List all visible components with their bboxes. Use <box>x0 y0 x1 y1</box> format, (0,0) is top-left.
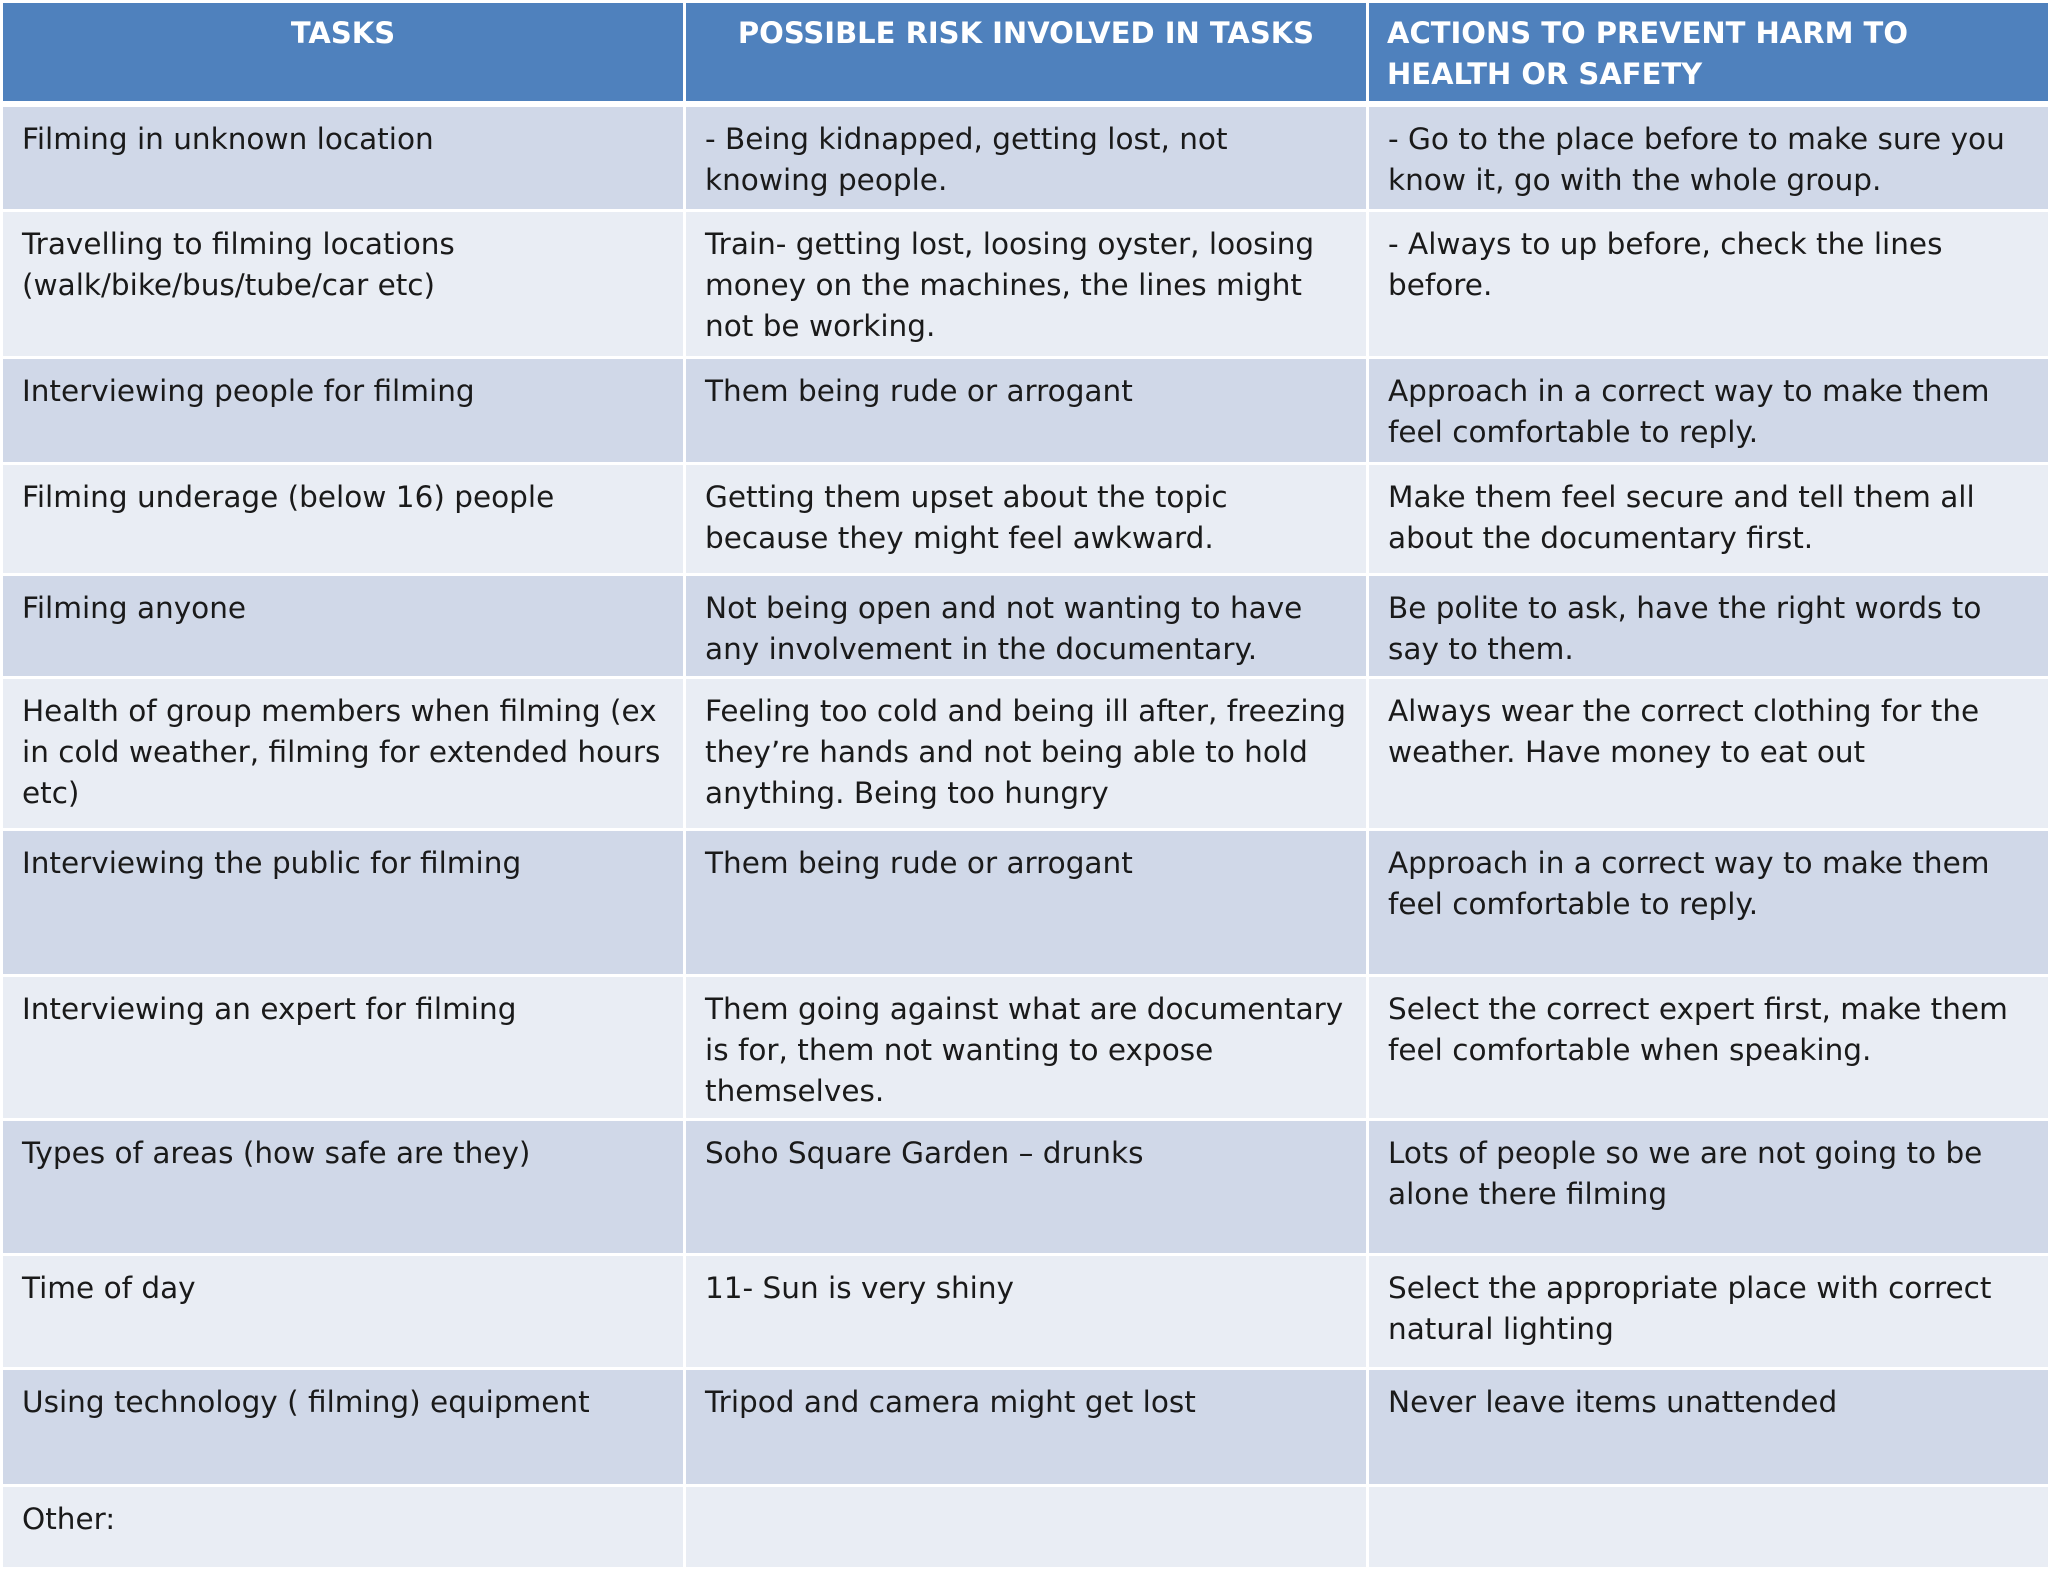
table-row <box>2 463 2048 574</box>
task-cell: Travelling to filming locations (walk/bike/bus/tube/car etc) <box>2 210 685 357</box>
action-cell: Select the appropriate place with correct natural lighting <box>1368 1254 2048 1368</box>
task-cell: Filming underage (below 16) people <box>2 463 685 574</box>
risk-cell: Them being rude or arrogant <box>685 829 1368 975</box>
action-cell: Approach in a correct way to make them feel comfortable to reply. <box>1368 829 2048 975</box>
action-cell: Lots of people so we are not going to be alone there filming <box>1368 1119 2048 1254</box>
table-row <box>2 357 2048 463</box>
risk-cell: Soho Square Garden – drunks <box>685 1119 1368 1254</box>
table-row <box>2 1119 2048 1254</box>
risk-cell: Not being open and not wanting to have any involvement in the documentary. <box>685 574 1368 677</box>
task-cell: Other: <box>2 1485 685 1568</box>
task-cell: Types of areas (how safe are they) <box>2 1119 685 1254</box>
table-row <box>2 574 2048 677</box>
table-row <box>2 829 2048 975</box>
action-cell: Make them feel secure and tell them all about the documentary first. <box>1368 463 2048 574</box>
risk-cell: - Being kidnapped, getting lost, not knowing people. <box>685 104 1368 210</box>
action-cell: Always wear the correct clothing for the weather. Have money to eat out <box>1368 677 2048 829</box>
task-cell: Interviewing people for filming <box>2 357 685 463</box>
table-row <box>2 975 2048 1119</box>
action-cell: - Go to the place before to make sure you know it, go with the whole group. <box>1368 104 2048 210</box>
risk-cell: Them going against what are documentary is for, them not wanting to expose themselves. <box>685 975 1368 1119</box>
action-cell: Never leave items unattended <box>1368 1368 2048 1485</box>
action-cell: Select the correct expert first, make them feel comfortable when speaking. <box>1368 975 2048 1119</box>
task-cell: Filming anyone <box>2 574 685 677</box>
table-row <box>2 1368 2048 1485</box>
task-cell: Time of day <box>2 1254 685 1368</box>
table-row <box>2 1254 2048 1368</box>
risk-cell: Getting them upset about the topic because they might feel awkward. <box>685 463 1368 574</box>
risk-cell <box>685 1485 1368 1568</box>
table-row <box>2 210 2048 357</box>
action-cell: Be polite to ask, have the right words to say to them. <box>1368 574 2048 677</box>
risk-cell: Feeling too cold and being ill after, freezing they’re hands and not being able to hold anything. Being too hungry <box>685 677 1368 829</box>
task-cell: Interviewing the public for filming <box>2 829 685 975</box>
task-cell: Filming in unknown location <box>2 104 685 210</box>
task-cell: Health of group members when filming (ex in cold weather, filming for extended hours etc) <box>2 677 685 829</box>
action-cell <box>1368 1485 2048 1568</box>
header-actions: ACTIONS TO PREVENT HARM TO HEALTH OR SAFETY <box>1368 2 2048 105</box>
table-row <box>2 677 2048 829</box>
task-cell: Interviewing an expert for filming <box>2 975 685 1119</box>
action-cell: Approach in a correct way to make them feel comfortable to reply. <box>1368 357 2048 463</box>
risk-cell: Train- getting lost, loosing oyster, loosing money on the machines, the lines might not be working. <box>685 210 1368 357</box>
risk-cell: Tripod and camera might get lost <box>685 1368 1368 1485</box>
task-cell: Using technology ( filming) equipment <box>2 1368 685 1485</box>
table-row <box>2 1485 2048 1568</box>
header-risk: POSSIBLE RISK INVOLVED IN TASKS <box>685 2 1368 105</box>
table-row <box>2 104 2048 210</box>
header-row <box>2 2 2048 105</box>
action-cell: - Always to up before, check the lines before. <box>1368 210 2048 357</box>
risk-cell: 11- Sun is very shiny <box>685 1254 1368 1368</box>
risk-cell: Them being rude or arrogant <box>685 357 1368 463</box>
header-tasks: TASKS <box>2 2 685 105</box>
